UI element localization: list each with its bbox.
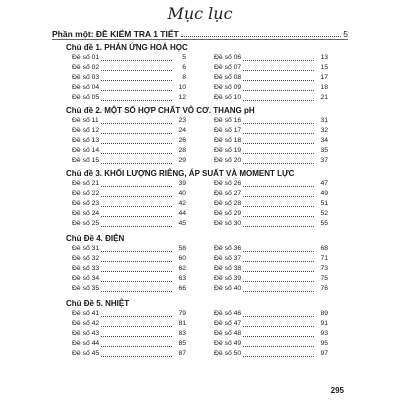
entry-page: 83 — [178, 330, 186, 337]
toc-entry[interactable] — [208, 319, 328, 329]
dot-leader — [101, 186, 172, 187]
entry-label: Đề số 38 — [214, 265, 242, 272]
entry-label: Đề số 02 — [72, 64, 100, 71]
dot-leader — [243, 271, 314, 272]
chapter-title: Chủ đề 2. MỘT SỐ HỢP CHẤT VÔ CƠ. THANG pH — [66, 106, 255, 115]
toc-entry[interactable] — [208, 274, 328, 284]
entry-page: 68 — [320, 245, 328, 252]
entry-label: Đề số 27 — [214, 190, 242, 197]
entry-page: 51 — [320, 200, 328, 207]
entry-page: 5 — [182, 54, 186, 61]
chapter-columns — [66, 179, 328, 229]
toc-entry[interactable] — [208, 73, 328, 83]
toc-entry[interactable] — [208, 83, 328, 93]
entry-page: 6 — [182, 64, 186, 71]
dot-leader — [243, 123, 314, 124]
dot-leader — [243, 316, 314, 317]
entry-page: 95 — [320, 340, 328, 347]
dot-leader — [101, 90, 172, 91]
toc-entry[interactable] — [208, 146, 328, 156]
toc-entry[interactable] — [208, 156, 328, 166]
chapter-title: Chủ Đề 5. NHIỆT — [66, 299, 130, 308]
toc-entry[interactable] — [208, 199, 328, 209]
dot-leader — [101, 80, 172, 81]
dot-leader — [101, 153, 172, 154]
entry-page: 31 — [320, 117, 328, 124]
entry-page: 60 — [178, 255, 186, 262]
entry-label: Đề số 28 — [214, 200, 242, 207]
toc-entry[interactable] — [208, 179, 328, 189]
toc-entry[interactable] — [208, 93, 328, 103]
toc-entry[interactable] — [208, 63, 328, 73]
column-left — [66, 309, 186, 359]
toc-entry[interactable] — [66, 209, 186, 219]
toc-entry[interactable] — [66, 189, 186, 199]
entry-page: 28 — [178, 147, 186, 154]
entry-label: Đề số 24 — [72, 210, 100, 217]
entry-page: 73 — [320, 265, 328, 272]
entry-label: Đề số 09 — [214, 84, 242, 91]
entry-label: Đề số 01 — [72, 54, 100, 61]
dot-leader — [243, 346, 314, 347]
toc-entry[interactable] — [208, 284, 328, 294]
column-right — [208, 116, 328, 166]
toc-entry[interactable] — [66, 116, 186, 126]
entry-page: 49 — [320, 190, 328, 197]
dot-leader — [243, 133, 314, 134]
entry-page: 21 — [320, 94, 328, 101]
dot-leader — [101, 216, 172, 217]
entry-label: Đề số 07 — [214, 64, 242, 71]
dot-leader — [101, 281, 172, 282]
dot-leader — [243, 70, 314, 71]
toc-entry[interactable] — [66, 254, 186, 264]
chapter-section — [66, 168, 328, 229]
entry-label: Đề số 31 — [72, 245, 100, 252]
dot-leader — [243, 80, 314, 81]
part-label: Phần một: ĐỀ KIỂM TRA 1 TIẾT — [52, 29, 179, 39]
entry-page: 63 — [178, 275, 186, 282]
toc-entry[interactable] — [208, 339, 328, 349]
entry-page: 62 — [178, 265, 186, 272]
toc-entry[interactable] — [66, 126, 186, 136]
part-heading-row — [52, 27, 348, 39]
entry-label: Đề số 49 — [214, 340, 242, 347]
entry-page: 39 — [178, 180, 186, 187]
toc-entry[interactable] — [66, 329, 186, 339]
toc-entry[interactable] — [66, 156, 186, 166]
entry-label: Đề số 17 — [214, 127, 242, 134]
dot-leader — [101, 326, 172, 327]
dot-leader — [101, 226, 172, 227]
column-left — [66, 116, 186, 166]
toc-entry[interactable] — [66, 136, 186, 146]
entry-label: Đề số 34 — [72, 275, 100, 282]
dot-leader — [243, 281, 314, 282]
entry-page: 87 — [178, 350, 186, 357]
dot-leader — [243, 326, 314, 327]
dot-leader — [243, 196, 314, 197]
entry-label: Đề số 39 — [214, 275, 242, 282]
dot-leader — [101, 291, 172, 292]
dot-leader — [101, 336, 172, 337]
entry-page: 71 — [320, 255, 328, 262]
entry-label: Đề số 41 — [72, 310, 100, 317]
dot-leader — [243, 143, 314, 144]
dot-leader — [243, 60, 314, 61]
entry-label: Đề số 23 — [72, 200, 100, 207]
dot-leader — [101, 133, 172, 134]
entry-label: Đề số 05 — [72, 94, 100, 101]
part-page: 5 — [343, 29, 348, 39]
toc-entry[interactable] — [208, 264, 328, 274]
dot-leader — [101, 271, 172, 272]
entry-page: 93 — [320, 330, 328, 337]
toc-entry[interactable] — [66, 284, 186, 294]
column-left — [66, 53, 186, 103]
entry-label: Đề số 40 — [214, 285, 242, 292]
entry-page: 23 — [178, 117, 186, 124]
dot-leader — [101, 206, 172, 207]
toc-entry[interactable] — [208, 219, 328, 229]
entry-page: 75 — [320, 275, 328, 282]
entry-page: 29 — [178, 157, 186, 164]
toc-entry[interactable] — [208, 349, 328, 359]
entry-label: Đề số 47 — [214, 320, 242, 327]
column-left — [66, 179, 186, 229]
entry-label: Đề số 22 — [72, 190, 100, 197]
entry-label: Đề số 44 — [72, 340, 100, 347]
entry-page: 37 — [320, 157, 328, 164]
toc-entry[interactable] — [66, 274, 186, 284]
toc-entry[interactable] — [208, 53, 328, 63]
toc-entry[interactable] — [66, 349, 186, 359]
entry-page: 66 — [178, 285, 186, 292]
toc-entry[interactable] — [66, 264, 186, 274]
entry-label: Đề số 06 — [214, 54, 242, 61]
entry-page: 44 — [178, 210, 186, 217]
dot-leader — [101, 60, 172, 61]
entry-label: Đề số 37 — [214, 255, 242, 262]
entry-label: Đề số 30 — [214, 220, 242, 227]
entry-page: 45 — [178, 220, 186, 227]
entry-label: Đề số 50 — [214, 350, 242, 357]
chapter-title: Chủ đề 1. PHẢN ỨNG HOÁ HỌC — [66, 43, 188, 52]
entry-page: 85 — [178, 340, 186, 347]
entry-page: 47 — [320, 180, 328, 187]
entry-label: Đề số 12 — [72, 127, 100, 134]
dot-leader — [101, 123, 172, 124]
entry-label: Đề số 36 — [214, 245, 242, 252]
chapter-columns — [66, 309, 328, 359]
entry-label: Đề số 20 — [214, 157, 242, 164]
entry-page: 55 — [320, 220, 328, 227]
dot-leader — [243, 261, 314, 262]
entry-label: Đề số 21 — [72, 180, 100, 187]
entry-page: 8 — [182, 74, 186, 81]
entry-label: Đề số 08 — [214, 74, 242, 81]
toc-entry[interactable] — [66, 93, 186, 103]
entry-page: 58 — [178, 245, 186, 252]
toc-entry[interactable] — [208, 189, 328, 199]
entry-label: Đề số 16 — [214, 117, 242, 124]
entry-label: Đề số 29 — [214, 210, 242, 217]
dot-leader — [101, 316, 172, 317]
entry-page: 52 — [320, 210, 328, 217]
entry-label: Đề số 25 — [72, 220, 100, 227]
entry-page: 10 — [178, 84, 186, 91]
entry-label: Đề số 48 — [214, 330, 242, 337]
dot-leader — [101, 356, 172, 357]
dot-leader — [101, 346, 172, 347]
entry-page: 18 — [320, 84, 328, 91]
dot-leader — [101, 261, 172, 262]
divider — [52, 39, 348, 40]
dot-leader — [243, 153, 314, 154]
entry-label: Đề số 42 — [72, 320, 100, 327]
toc-entry[interactable] — [66, 53, 186, 63]
entry-page: 17 — [320, 74, 328, 81]
entry-label: Đề số 26 — [214, 180, 242, 187]
toc-entry[interactable] — [66, 179, 186, 189]
toc-entry[interactable] — [66, 73, 186, 83]
dot-leader — [101, 196, 172, 197]
entry-page: 97 — [320, 350, 328, 357]
toc-entry[interactable] — [66, 219, 186, 229]
entry-page: 91 — [320, 320, 328, 327]
toc-entry[interactable] — [66, 339, 186, 349]
toc-entry[interactable] — [208, 309, 328, 319]
entry-label: Đề số 32 — [72, 255, 100, 262]
chapter-title: Chủ đề 3. KHỐI LƯỢNG RIÊNG, ÁP SUẤT VÀ MOMENT LỰC — [66, 169, 295, 178]
entry-page: 26 — [178, 137, 186, 144]
entry-label: Đề số 04 — [72, 84, 100, 91]
toc-entry[interactable] — [208, 329, 328, 339]
entry-page: 81 — [178, 320, 186, 327]
entry-label: Đề số 35 — [72, 285, 100, 292]
toc-entry[interactable] — [66, 83, 186, 93]
toc-entry[interactable] — [208, 136, 328, 146]
column-right — [208, 309, 328, 359]
dot-leader — [243, 226, 314, 227]
column-right — [208, 179, 328, 229]
chapter-columns — [66, 53, 328, 103]
dot-leader — [243, 186, 314, 187]
dot-leader — [101, 163, 172, 164]
entry-label: Đề số 11 — [72, 117, 99, 124]
dot-leader — [101, 143, 172, 144]
dot-leader — [243, 90, 314, 91]
dot-leader — [101, 70, 172, 71]
dot-leader — [181, 36, 342, 37]
toc-entry[interactable] — [208, 244, 328, 254]
entry-page: 79 — [178, 310, 186, 317]
toc-entry[interactable] — [66, 199, 186, 209]
toc-entry[interactable] — [66, 244, 186, 254]
entry-page: 13 — [320, 54, 328, 61]
chapter-section — [66, 105, 328, 166]
entry-page: 89 — [320, 310, 328, 317]
dot-leader — [243, 356, 314, 357]
entry-page: 15 — [320, 64, 328, 71]
toc-entry[interactable] — [66, 309, 186, 319]
page-title: Mục lục — [167, 4, 233, 23]
entry-page: 42 — [178, 200, 186, 207]
entry-page: 32 — [320, 127, 328, 134]
toc-entry[interactable] — [208, 116, 328, 126]
chapter-columns — [66, 116, 328, 166]
toc-entry[interactable] — [66, 146, 186, 156]
dot-leader — [243, 336, 314, 337]
entry-page: 40 — [178, 190, 186, 197]
chapter-title: Chủ Đề 4. ĐIỆN — [66, 234, 125, 243]
entry-label: Đề số 19 — [214, 147, 242, 154]
entry-label: Đề số 15 — [72, 157, 100, 164]
column-left — [66, 244, 186, 294]
entry-label: Đề số 10 — [214, 94, 242, 101]
toc-entry[interactable] — [208, 126, 328, 136]
toc-entry[interactable] — [66, 63, 186, 73]
entry-page: 34 — [320, 137, 328, 144]
column-right — [208, 53, 328, 103]
entry-page: 76 — [320, 285, 328, 292]
toc-entry[interactable] — [208, 209, 328, 219]
chapter-section — [66, 298, 328, 359]
dot-leader — [243, 206, 314, 207]
entry-label: Đề số 13 — [72, 137, 100, 144]
dot-leader — [243, 100, 314, 101]
entry-page: 24 — [178, 127, 186, 134]
entry-label: Đề số 46 — [214, 310, 242, 317]
entry-label: Đề số 45 — [72, 350, 100, 357]
entry-label: Đề số 03 — [72, 74, 100, 81]
entry-page: 12 — [178, 94, 186, 101]
chapter-section — [66, 233, 328, 294]
toc-entry[interactable] — [208, 254, 328, 264]
entry-label: Đề số 18 — [214, 137, 242, 144]
entry-page: 35 — [320, 147, 328, 154]
dot-leader — [101, 251, 172, 252]
dot-leader — [243, 251, 314, 252]
dot-leader — [101, 100, 172, 101]
page-number: 295 — [330, 386, 344, 395]
column-right — [208, 244, 328, 294]
entry-label: Đề số 33 — [72, 265, 100, 272]
dot-leader — [243, 216, 314, 217]
toc-entry[interactable] — [66, 319, 186, 329]
entry-label: Đề số 14 — [72, 147, 100, 154]
entry-label: Đề số 43 — [72, 330, 100, 337]
chapter-section — [66, 42, 328, 103]
dot-leader — [243, 291, 314, 292]
dot-leader — [243, 163, 314, 164]
chapter-columns — [66, 244, 328, 294]
